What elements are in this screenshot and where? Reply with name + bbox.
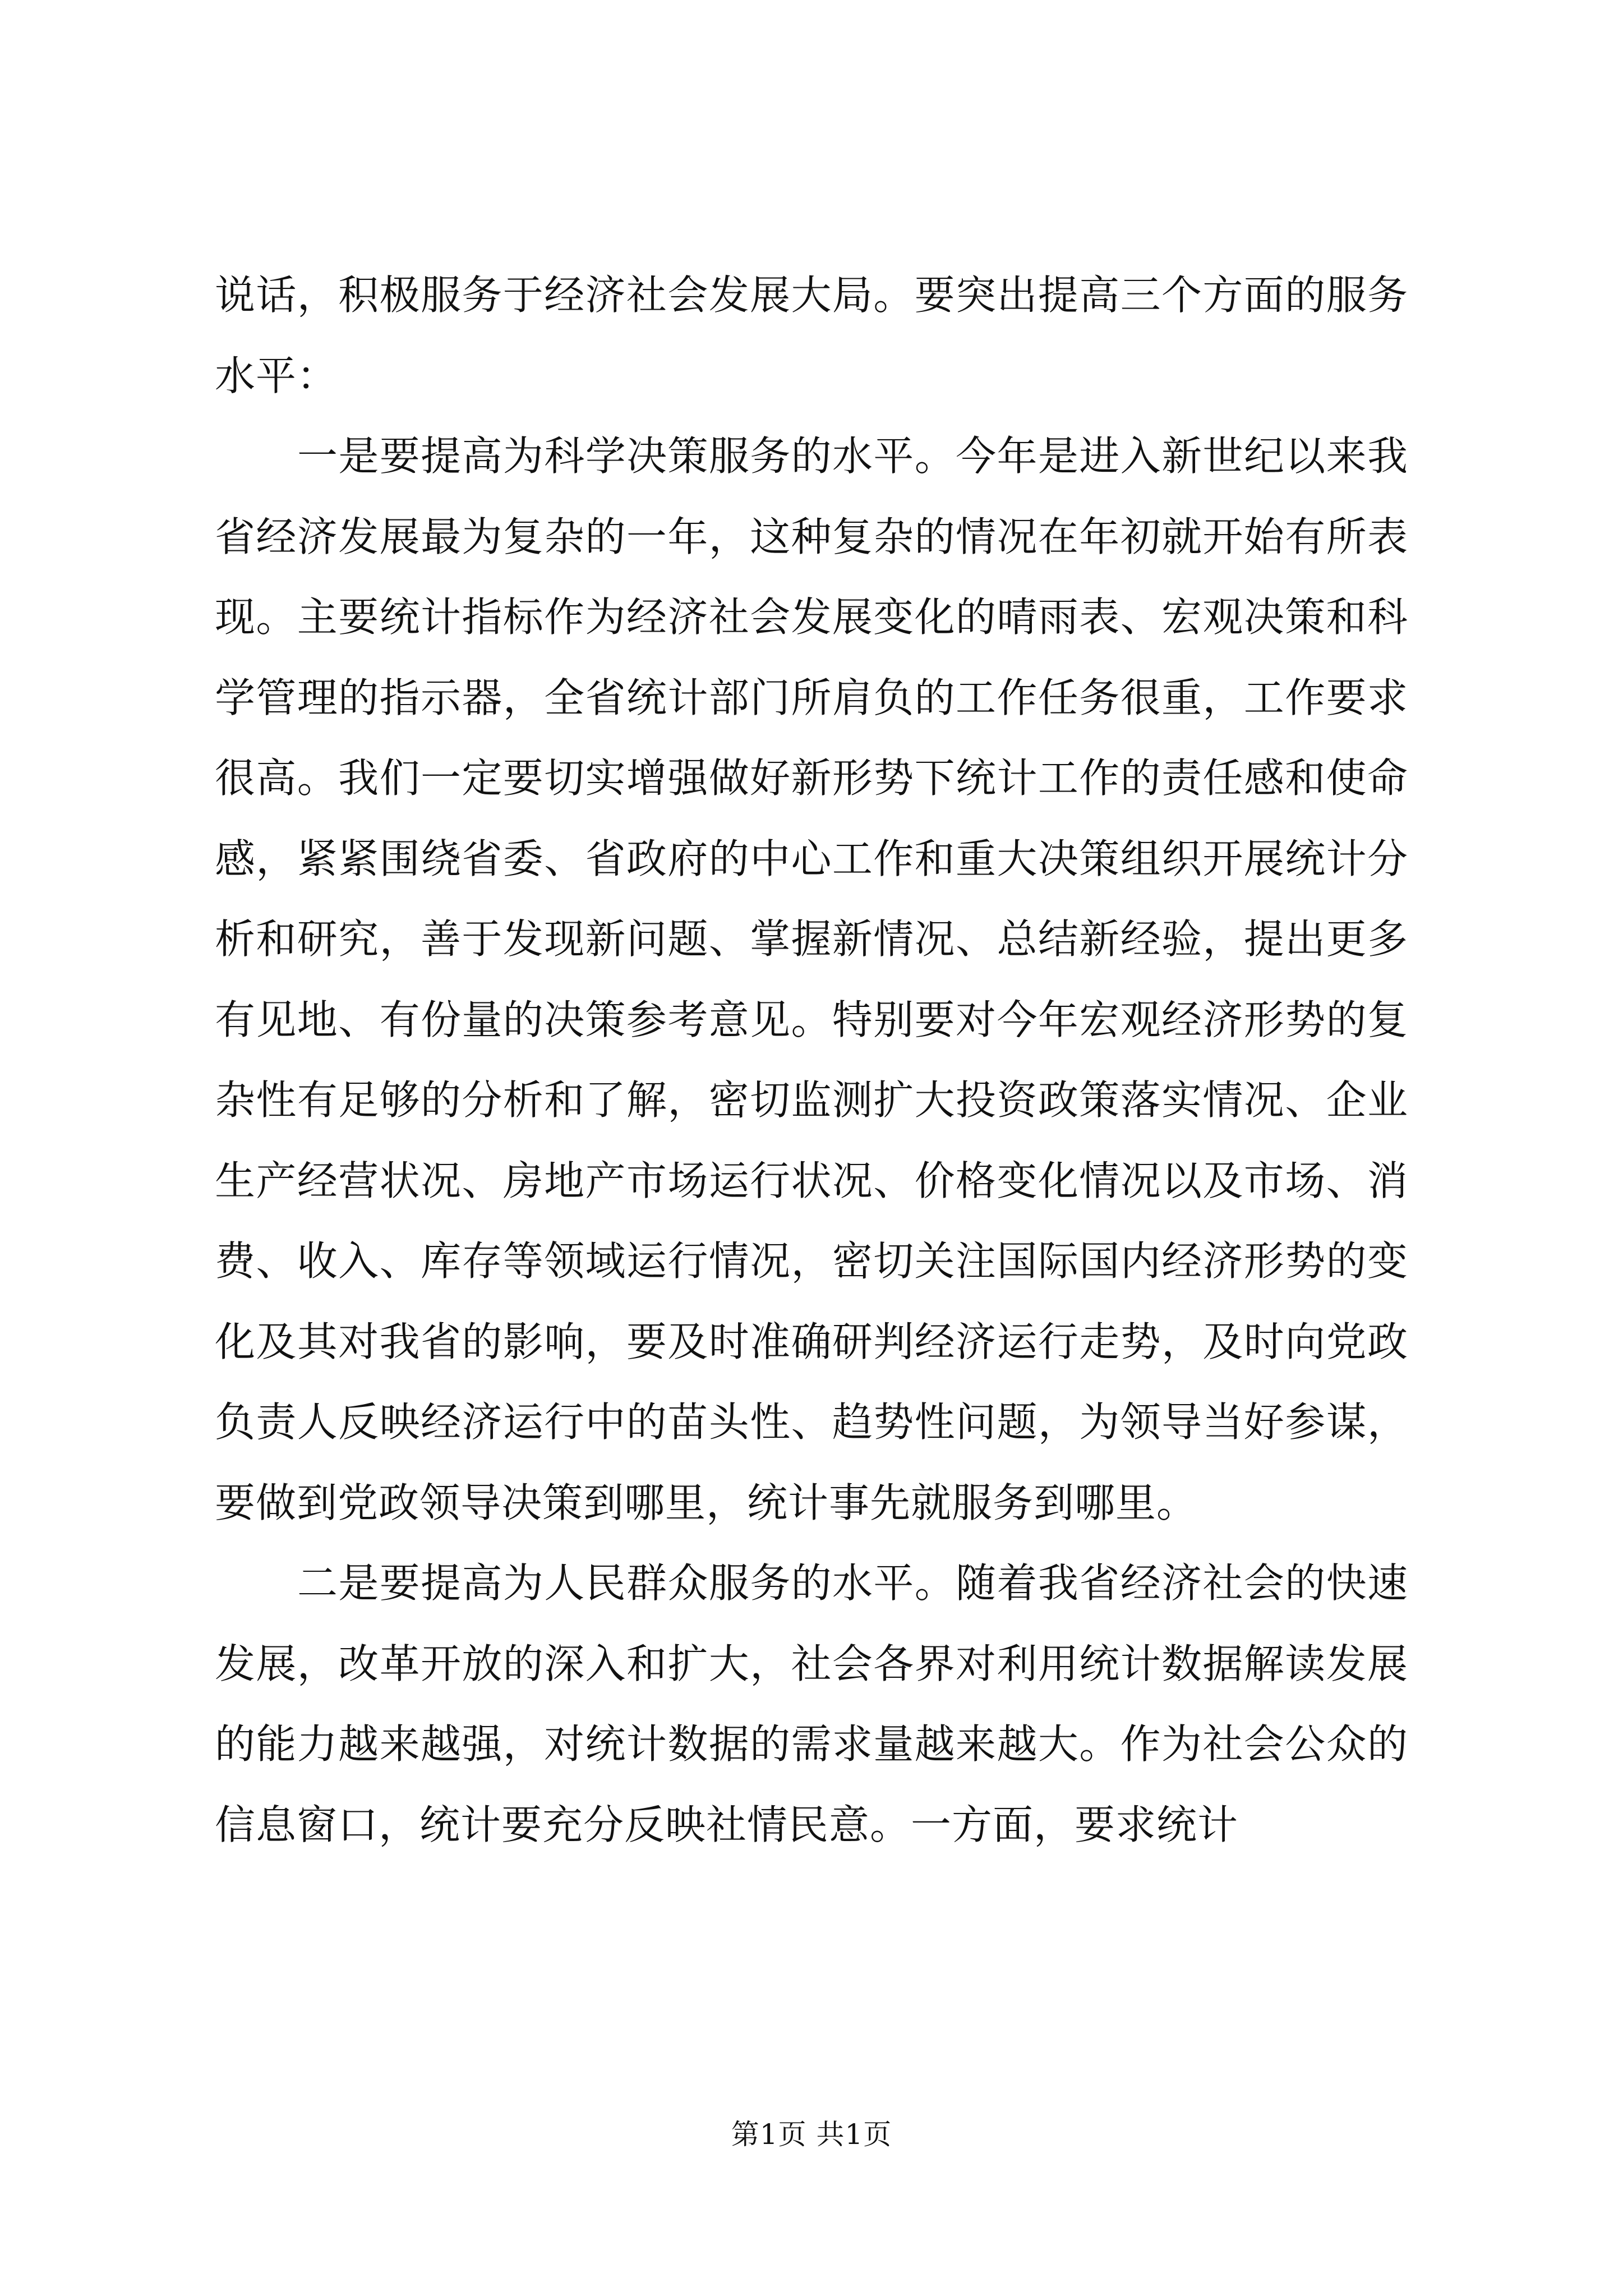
- paragraph-continuation: 说话，积极服务于经济社会发展大局。要突出提高三个方面的服务水平：: [215, 272, 1408, 399]
- paragraph-public-service: 二是要提高为人民群众服务的水平。随着我省经济社会的快速发展，改革开放的深入和扩大，社会各界对利用统计数据解读发展的能力越来越强，对统计数据的需求量越来越大。作为社会公众的信息窗口，统计要充分反映社情民意。一方面，要求统计: [215, 1559, 1408, 1848]
- body-text: [215, 255, 1408, 1865]
- paragraph-decision-service: 一是要提高为科学决策服务的水平。今年是进入新世纪以来我省经济发展最为复杂的一年，这种复杂的情况在年初就开始有所表现。主要统计指标作为经济社会发展变化的晴雨表、宏观决策和科学管理的指示器，全省统计部门所肩负的工作任务很重，工作要求很高。我们一定要切实增强做好新形势下统计工作的责任感和使命感，紧紧围绕省委、省政府的中心工作和重大决策组织开展统计分析和研究，善于发现新问题、掌握新情况、总结新经验，提出更多有见地、有份量的决策参考意见。特别要对今年宏观经济形势的复杂性有足够的分析和了解，密切监测扩大投资政策落实情况、企业生产经营状况、房地产市场运行状况、价格变化情况以及市场、消费、收入、库存等领域运行情况，密切关注国际国内经济形势的变化及其对我省的影响，要及时准确研判经济运行走势，及时向党政负责人反映经济运行中的苗头性、趋势性问题，为领导当好参谋，要做到党政领导决策到哪里，统计事先就服务到哪里。: [215, 432, 1408, 1526]
- page-footer: 第1页 共1页: [731, 2118, 892, 2151]
